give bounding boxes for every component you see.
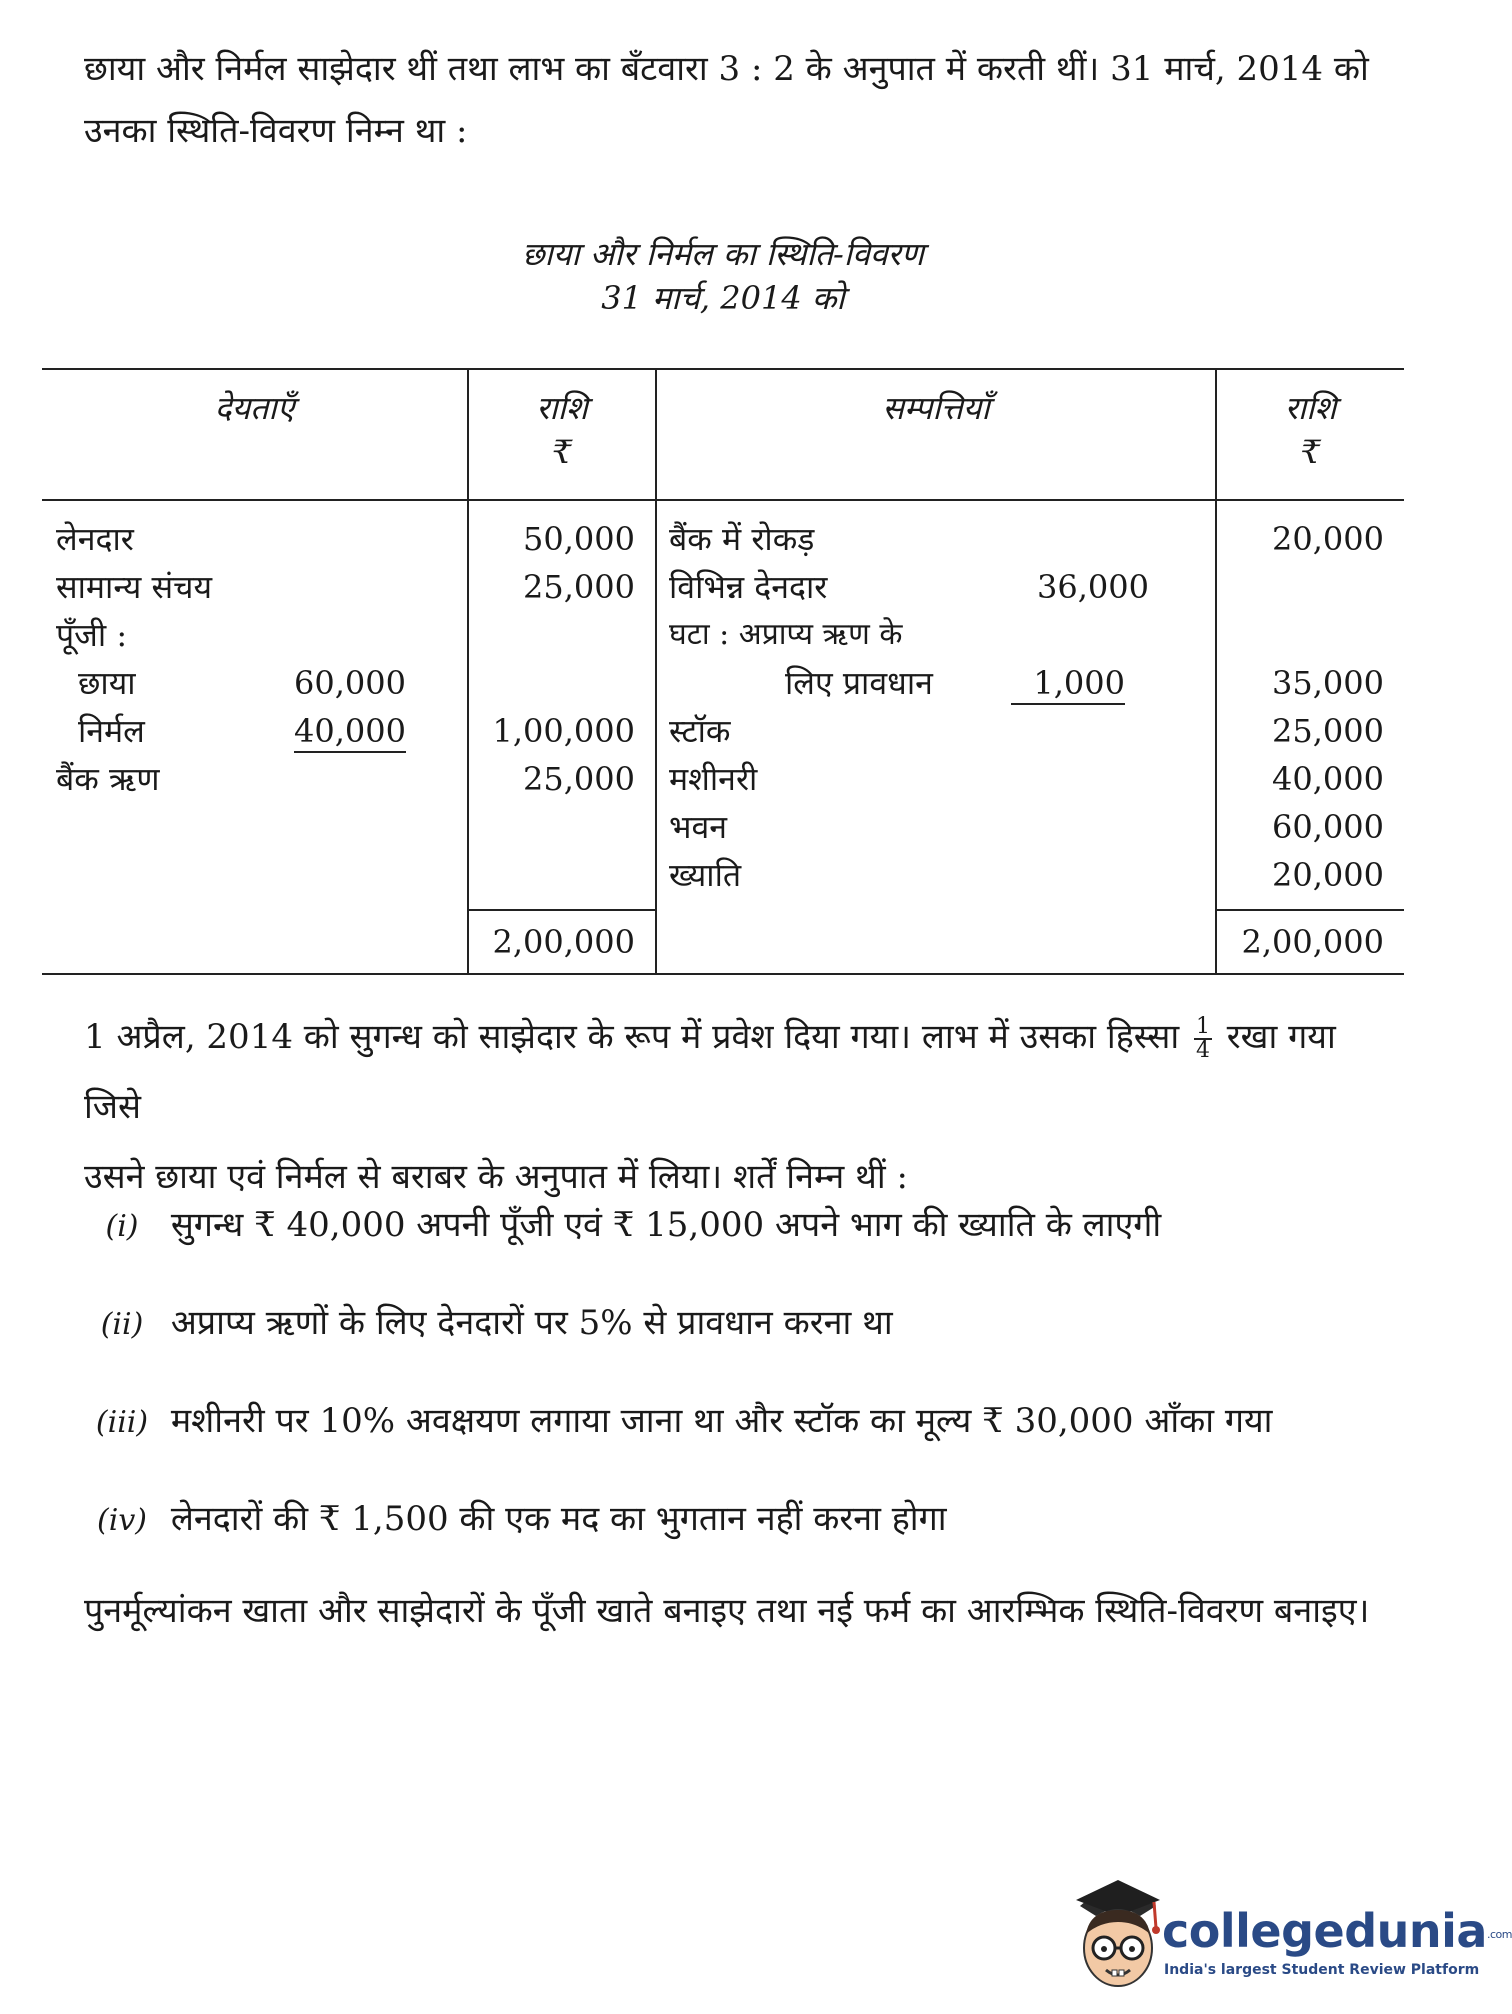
capital-total-amount: 1,00,000: [492, 712, 635, 750]
mascot-icon: [1070, 1876, 1166, 1998]
building-amount: 60,000: [1272, 808, 1384, 846]
condition-item: [84, 1494, 947, 1540]
bank-loan-label: बैंक ऋण: [56, 760, 160, 798]
header-assets: सम्पत्तियाँ: [656, 369, 1216, 500]
capital-chhaya-label: छाया: [78, 664, 136, 702]
liabilities-amount-column: [468, 500, 656, 910]
balance-sheet-table: [42, 368, 1404, 975]
capital-chhaya-row: [56, 659, 467, 707]
bank-loan-amount: 25,000: [523, 760, 635, 798]
condition-item: [84, 1298, 893, 1344]
machinery-amount: 40,000: [1272, 760, 1384, 798]
capital-nirmal-value: 40,000: [294, 711, 406, 753]
capital-chhaya-value: 60,000: [294, 664, 406, 702]
goodwill-amount: 20,000: [1272, 856, 1384, 894]
less-provision-label-1: घटा : अप्राप्य ऋण के: [669, 617, 903, 652]
admission-line-2: उसने छाया एवं निर्मल से बराबर के अनुपात में लिया। शर्तें निम्न थीं :: [84, 1157, 908, 1197]
debtors-row: [669, 563, 1215, 611]
cash-at-bank-label: बैंक में रोकड़: [669, 520, 815, 558]
debtors-label: विभिन्न देनदार: [669, 568, 828, 606]
capital-nirmal-row: [56, 707, 467, 755]
admission-line-1-text: 1 अप्रैल, 2014 को सुगन्ध को साझेदार के रूप में प्रवेश दिया गया। लाभ में उसका हिस्सा: [84, 1017, 1180, 1057]
header-currency: ₹: [1300, 433, 1321, 471]
condition-numeral: (iii): [95, 1405, 149, 1440]
debtors-net-amount: 35,000: [1272, 664, 1384, 702]
condition-text: अप्राप्य ऋणों के लिए देनदारों पर 5% से प्रावधान करना था: [170, 1303, 893, 1343]
condition-text: मशीनरी पर 10% अवक्षयण लगाया जाना था और स्टॉक का मूल्य ₹ 30,000 आँका गया: [170, 1401, 1273, 1441]
logo-wordmark: collegedunia.com: [1162, 1904, 1512, 1958]
capital-nirmal-label: निर्मल: [78, 712, 145, 750]
machinery-label: मशीनरी: [669, 760, 758, 798]
stock-amount: 25,000: [1272, 712, 1384, 750]
intro-paragraph: [84, 38, 1374, 162]
cash-at-bank-amount: 20,000: [1272, 520, 1384, 558]
liabilities-total: [468, 910, 656, 974]
condition-numeral: (iv): [97, 1503, 147, 1538]
goodwill-label: ख्याति: [669, 856, 742, 894]
capital-label: पूँजी :: [56, 616, 128, 654]
assets-total-value: 2,00,000: [1241, 923, 1384, 961]
header-currency: ₹: [551, 433, 573, 471]
admission-line-1: [84, 1002, 1374, 1142]
less-provision-value: 1,000: [1011, 663, 1125, 705]
header-amount-liabilities: [468, 369, 656, 500]
less-provision-label-2: लिए प्रावधान: [785, 664, 933, 702]
condition-item: [84, 1200, 1161, 1246]
admission-paragraph: [84, 1002, 1374, 1212]
liabilities-column: [42, 500, 468, 910]
stock-label: स्टॉक: [669, 712, 731, 750]
header-amount-label: राशि: [536, 389, 588, 427]
final-instruction: पुनर्मूल्यांकन खाता और साझेदारों के पूँजी खाते बनाइए तथा नई फर्म का आरम्भिक स्थिति-विवरण बनाइए।: [84, 1591, 1370, 1631]
intro-line-2: उनका स्थिति-विवरण निम्न था :: [84, 111, 468, 151]
profit-share-fraction: [1194, 1016, 1212, 1062]
assets-total: [1216, 910, 1404, 974]
header-liabilities: देयताएँ: [42, 369, 468, 500]
intro-line-1: छाया और निर्मल साझेदार थीं तथा लाभ का बँटवारा 3 : 2 के अनुपात में करती थीं। 31 मार्च, 2014 को: [84, 49, 1369, 89]
assets-column: [656, 500, 1216, 910]
header-amount-label: राशि: [1284, 389, 1337, 427]
statement-date: 31 मार्च, 2014 को: [601, 279, 845, 317]
fraction-numerator: 1: [1195, 1014, 1210, 1039]
condition-item: [84, 1396, 1272, 1442]
collegedunia-logo: [1070, 1876, 1512, 1998]
creditors-label: लेनदार: [56, 520, 134, 558]
condition-text: सुगन्ध ₹ 40,000 अपनी पूँजी एवं ₹ 15,000 अपने भाग की ख्याति के लाएगी: [170, 1205, 1162, 1245]
creditors-amount: 50,000: [523, 520, 635, 558]
building-label: भवन: [669, 808, 728, 846]
liabilities-total-value: 2,00,000: [492, 923, 635, 961]
fraction-denominator: 4: [1195, 1038, 1210, 1063]
less-provision-row: [669, 659, 1215, 707]
debtors-value: 36,000: [1037, 568, 1149, 606]
admission-line-1-end: रखा गया जिसे: [84, 1017, 1336, 1127]
condition-numeral: (i): [105, 1209, 139, 1244]
condition-numeral: (ii): [100, 1307, 144, 1342]
header-amount-assets: [1216, 369, 1404, 500]
general-reserve-label: सामान्य संचय: [56, 568, 213, 606]
general-reserve-amount: 25,000: [523, 568, 635, 606]
logo-tagline: India's largest Student Review Platform: [1164, 1962, 1480, 1978]
condition-text: लेनदारों की ₹ 1,500 की एक मद का भुगतान नहीं करना होगा: [170, 1499, 947, 1539]
statement-title: छाया और निर्मल का स्थिति-विवरण: [522, 235, 924, 273]
assets-amount-column: [1216, 500, 1404, 910]
